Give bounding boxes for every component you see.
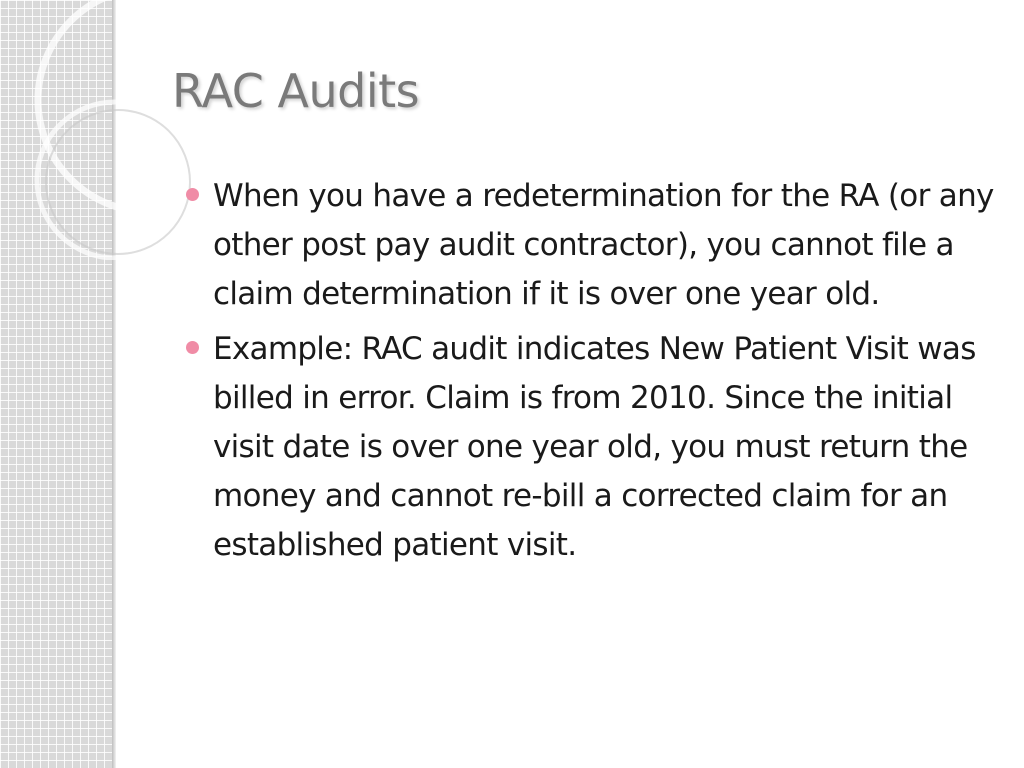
side-grid-panel bbox=[0, 0, 112, 768]
bullet-text: Example: RAC audit indicates New Patient Visit was billed in error. Claim is from 2010. Since the initial visit date is over one year old, you must return the money and cannot re-bill a corrected claim for an established patient visit. bbox=[213, 331, 976, 563]
slide-title: RAC Audits bbox=[172, 64, 420, 118]
bullet-item bbox=[186, 325, 1001, 570]
bullet-text: When you have a redetermination for the RA (or any other post pay audit contractor), you cannot file a claim determination if it is over one year old. bbox=[213, 178, 994, 312]
side-panel-edge bbox=[112, 0, 116, 768]
bullet-list bbox=[186, 172, 1001, 576]
bullet-item bbox=[186, 172, 1001, 319]
bullet-dot-icon bbox=[186, 188, 199, 201]
bullet-dot-icon bbox=[186, 341, 199, 354]
